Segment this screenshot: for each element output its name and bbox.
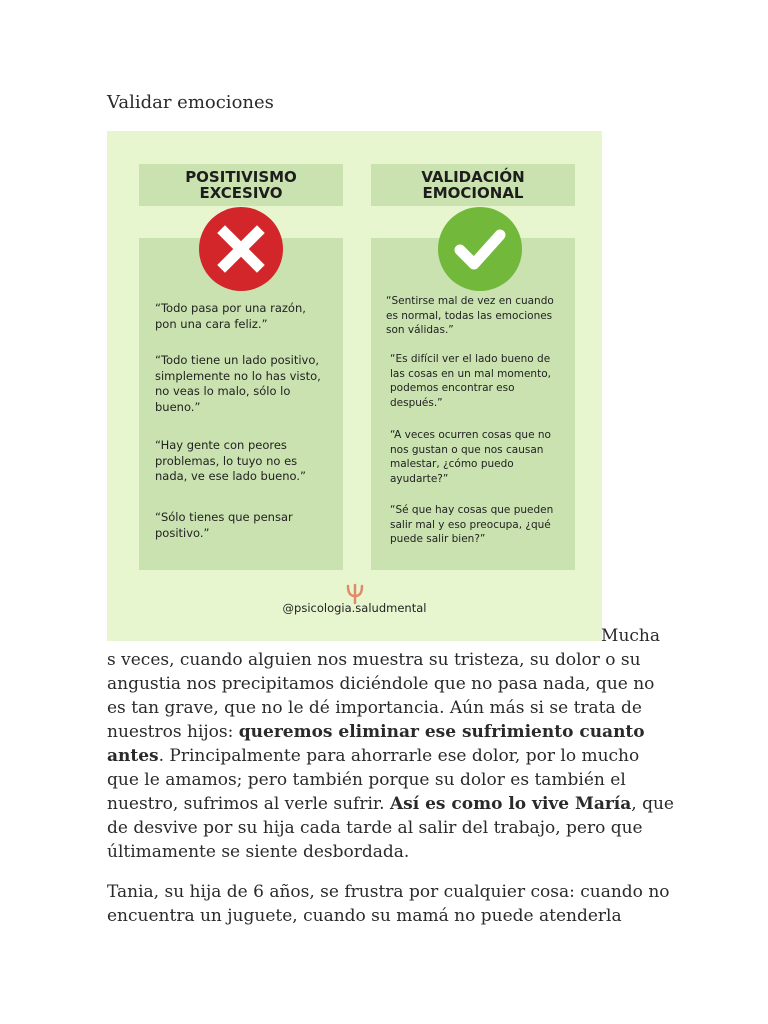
text-span: . Principalmente para ahorrarle ese dolor, por lo mucho bbox=[158, 746, 640, 766]
left-header-line-1: POSITIVISMO bbox=[185, 168, 297, 186]
left-header-line-2: EXCESIVO bbox=[199, 184, 283, 202]
right-header-line-1: VALIDACIÓN bbox=[421, 168, 525, 186]
paragraph-1 bbox=[107, 624, 674, 864]
paragraph-1-line: angustia nos precipitamos diciéndole que no pasa nada, que no bbox=[107, 674, 655, 694]
document-title: Validar emociones bbox=[107, 92, 274, 113]
paragraph-2-line: Tania, su hija de 6 años, se frustra por cualquier cosa: cuando no bbox=[107, 882, 670, 902]
left-quote-1: “Todo pasa por una razón, pon una cara feliz.” bbox=[155, 301, 306, 331]
bold-text: Así es como lo vive María bbox=[389, 794, 632, 814]
paragraph-1-lead: Mucha bbox=[601, 626, 660, 646]
right-quote-3: “A veces ocurren cosas que no nos gustan o que nos causan malestar, ¿cómo puedo ayudarte?” bbox=[390, 429, 551, 485]
right-header-line-2: EMOCIONAL bbox=[422, 184, 524, 202]
bold-text: antes bbox=[107, 746, 159, 766]
left-column-header bbox=[139, 164, 343, 206]
paragraph-1-line bbox=[107, 744, 667, 768]
instagram-handle: @psicologia.saludmental bbox=[282, 601, 427, 615]
left-quote-2: “Todo tiene un lado positivo, simplemente no lo has visto, no veas lo malo, sólo lo bueno.” bbox=[155, 353, 321, 414]
paragraph-1-line bbox=[107, 720, 667, 744]
text-span: , que bbox=[631, 794, 674, 814]
right-quote-4: “Sé que hay cosas que pueden salir mal y eso preocupa, ¿qué puede salir bien?” bbox=[390, 504, 554, 545]
paragraph-2-line: encuentra un juguete, cuando su mamá no puede atenderla bbox=[107, 906, 622, 926]
text-span: nuestro, sufrimos al verle sufrir. bbox=[107, 794, 390, 814]
cross-icon bbox=[199, 207, 283, 291]
checkmark-icon bbox=[438, 207, 522, 291]
bold-text: queremos eliminar ese sufrimiento cuanto bbox=[238, 722, 645, 742]
text-span: nuestros hijos: bbox=[107, 722, 239, 742]
paragraph-1-line: s veces, cuando alguien nos muestra su tristeza, su dolor o su bbox=[107, 650, 641, 670]
left-quote-4: “Sólo tienes que pensar positivo.” bbox=[155, 510, 293, 540]
paragraph-2 bbox=[107, 880, 670, 928]
right-column-header bbox=[371, 164, 575, 206]
infographic-image bbox=[107, 131, 602, 641]
paragraph-1-line: es tan grave, que no le dé importancia. Aún más si se trata de bbox=[107, 698, 642, 718]
right-quote-2: “Es difícil ver el lado bueno de las cosas en un mal momento, podemos encontrar eso después.” bbox=[390, 353, 551, 409]
left-quote-3: “Hay gente con peores problemas, lo tuyo no es nada, ve ese lado bueno.” bbox=[155, 438, 306, 483]
paragraph-1-line: últimamente se siente desbordada. bbox=[107, 842, 410, 862]
paragraph-1-line: de desvive por su hija cada tarde al salir del trabajo, pero que bbox=[107, 818, 643, 838]
paragraph-1-line bbox=[107, 792, 674, 816]
paragraph-1-line: que le amamos; pero también porque su dolor es también el bbox=[107, 770, 626, 790]
right-quote-1: “Sentirse mal de vez en cuando es normal, todas las emociones son válidas.” bbox=[386, 295, 554, 336]
